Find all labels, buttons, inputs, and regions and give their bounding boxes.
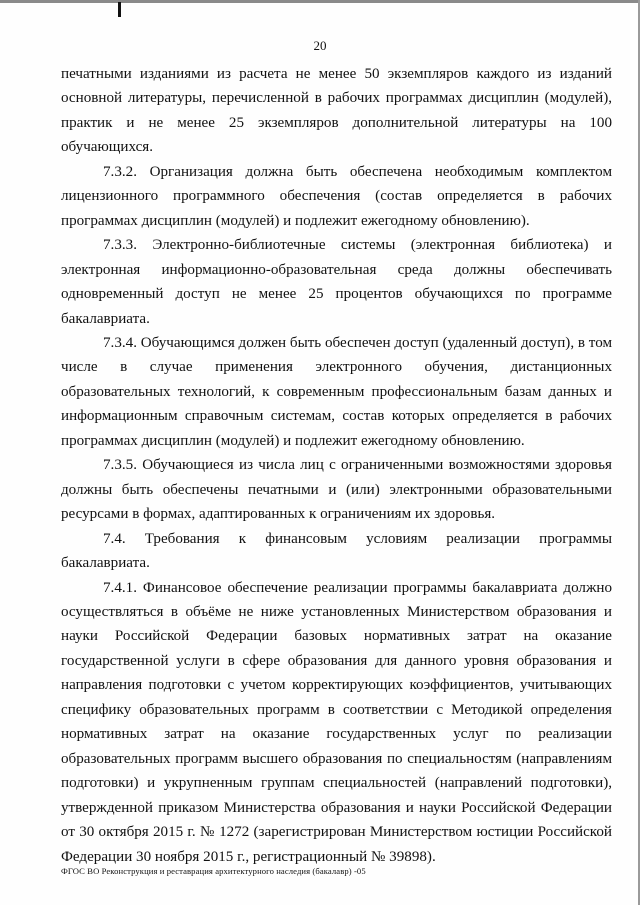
- page-number: 20: [313, 38, 327, 53]
- paragraph-7-4-1: 7.4.1. Финансовое обеспечение реализации программы бакалавриата должно осуществляться в объёме не ниже установленных Министерством образования и науки Российской Федерации базовых нормативных затрат на оказание государственной услуги в сфере образования для данного уровня образования и направления подготовки с учетом корректирующих коэффициентов, учитывающих специфику образовательных программ в соответствии с Методикой определения нормативных затрат на оказание государственных услуг по реализации образовательных программ высшего образования по специальностям (направлениям подготовки) и укрупненным группам специальностей (направлений подготовки), утвержденной приказом Министерства образования и науки Российской Федерации от 30 октября 2015 г. № 1272 (зарегистрирован Министерством юстиции Российской Федерации 30 ноября 2015 г., регистрационный № 39898).: [61, 579, 612, 865]
- page-footer: ФГОС ВО Реконструкция и реставрация архитектурного наследия (бакалавр) -05: [61, 866, 366, 876]
- scan-mark: [118, 2, 121, 17]
- paragraph-7-4: 7.4. Требования к финансовым условиям реализации программы бакалавриата.: [61, 530, 612, 572]
- paragraph-continuation: печатными изданиями из расчета не менее 50 экземпляров каждого из изданий основной литературы, перечисленной в рабочих программах дисциплин (модулей), практик и не менее 25 экземпляров дополнительной литературы на 100 обучающихся.: [61, 66, 612, 156]
- paragraph-7-3-5: 7.3.5. Обучающиеся из числа лиц с ограниченными возможностями здоровья должны быть обеспечены печатными и (или) электронными образовательными ресурсами в формах, адаптированных к ограничениям их здоровья.: [61, 457, 612, 523]
- paragraph-7-3-2: 7.3.2. Организация должна быть обеспечена необходимым комплектом лицензионного программного обеспечения (состав определяется в рабочих программах дисциплин (модулей) и подлежит ежегодному обновлению).: [61, 163, 612, 229]
- body-text: [61, 62, 612, 869]
- scan-top-edge: [0, 0, 638, 3]
- paragraph-7-3-4: 7.3.4. Обучающимся должен быть обеспечен доступ (удаленный доступ), в том числе в случае применения электронного обучения, дистанционных образовательных технологий, к современным профессиональным базам данных и информационным справочным системам, состав которых определяется в рабочих программах дисциплин (модулей) и подлежит ежегодному обновлению.: [61, 334, 612, 449]
- paragraph-7-3-3: 7.3.3. Электронно-библиотечные системы (электронная библиотека) и электронная информационно-образовательная среда должны обеспечивать одновременный доступ не менее 25 процентов обучающихся по программе бакалавриата.: [61, 237, 612, 327]
